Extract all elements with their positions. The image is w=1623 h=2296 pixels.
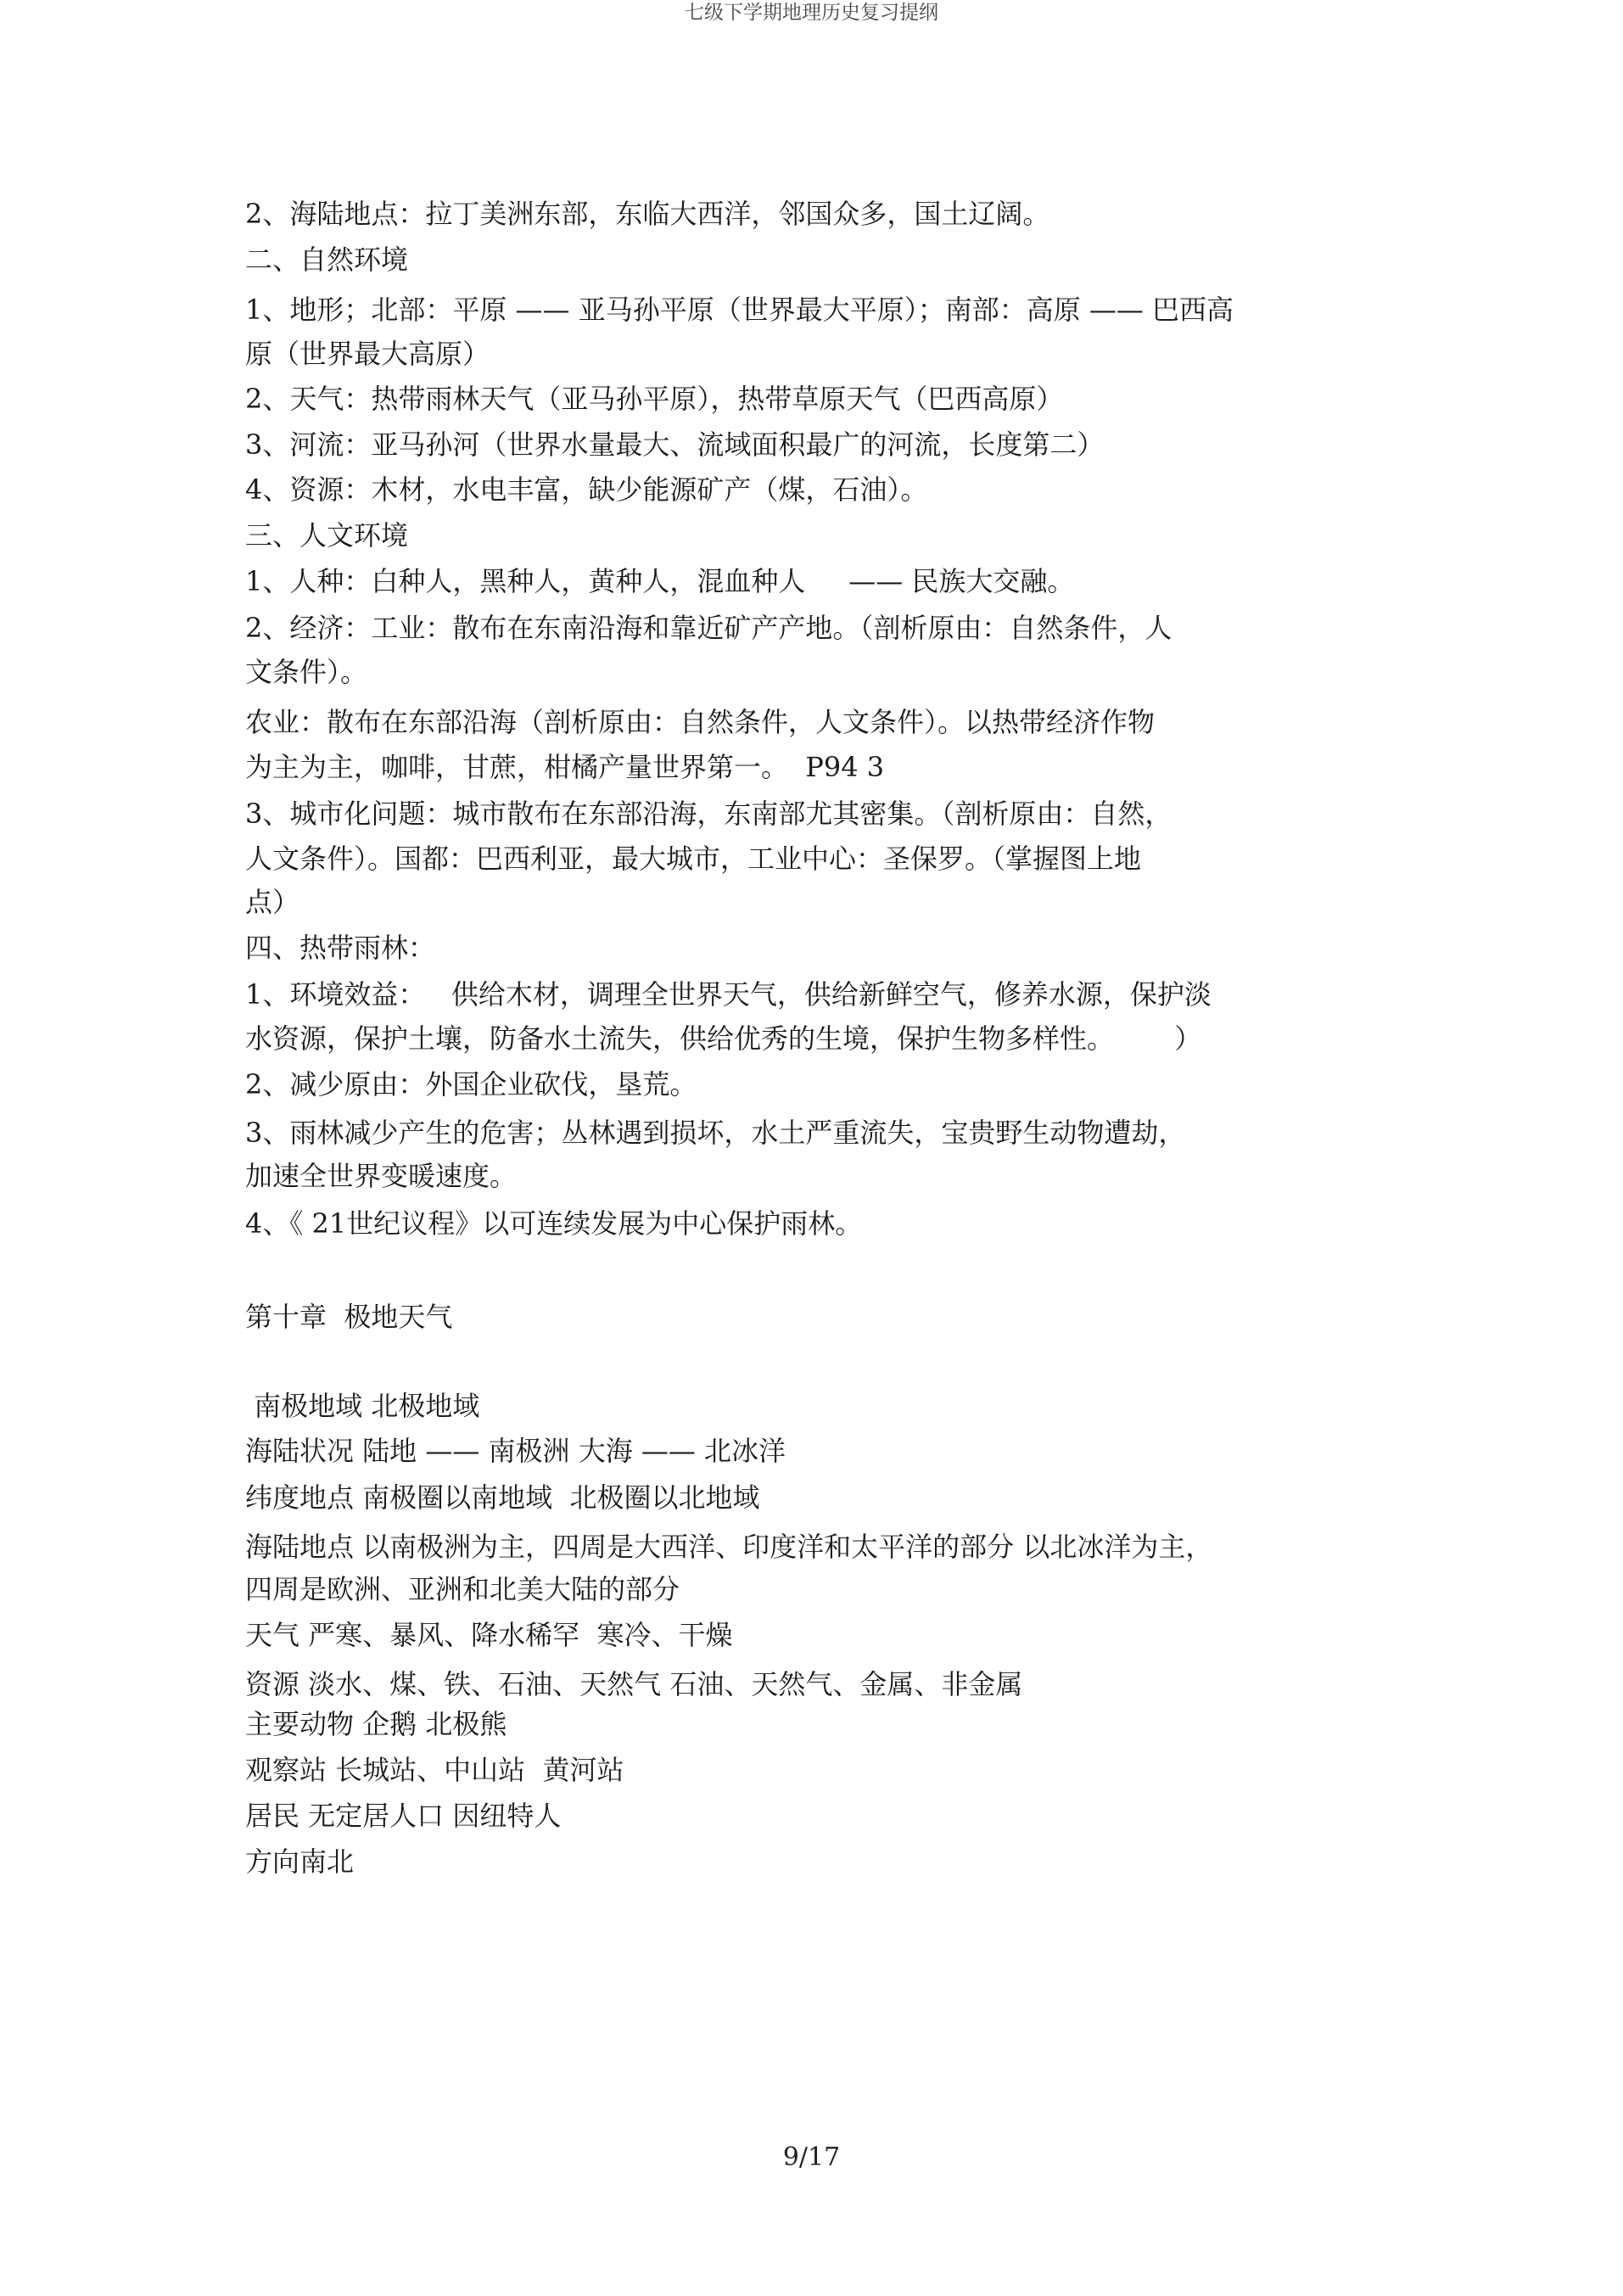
text-line: 原（世界最大高原） bbox=[245, 338, 490, 370]
text-line: 3、河流：亚马孙河（世界水量最大、流域面积最广的河流，长度第二） bbox=[245, 428, 1105, 461]
section-heading: 三、人文环境 bbox=[245, 519, 409, 552]
text-line: 天气 严寒、暴风、降水稀罕 寒冷、干燥 bbox=[245, 1619, 733, 1651]
text-line: 水资源，保护土壤，防备水土流失，供给优秀的生境，保护生物多样性。 ） bbox=[245, 1022, 1202, 1055]
chapter-heading: 第十章 极地天气 bbox=[245, 1301, 453, 1333]
text-line: 2、减少原由：外国企业砍伐，垦荒。 bbox=[245, 1068, 697, 1100]
document-header-title: 七级下学期地理历史复习提纲 bbox=[685, 2, 938, 24]
section-heading: 二、自然环境 bbox=[245, 244, 409, 276]
text-line: 2、经济：工业：散布在东南沿海和靠近矿产产地。（剖析原由：自然条件，人 bbox=[245, 612, 1172, 644]
text-line: 观察站 长城站、中山站 黄河站 bbox=[245, 1754, 624, 1786]
text-line: 2、天气：热带雨林天气（亚马孙平原），热带草原天气（巴西高原） bbox=[245, 383, 1064, 415]
page-number: 9/17 bbox=[782, 2142, 841, 2172]
text-line: 点） bbox=[245, 886, 300, 918]
text-line: 为主为主，咖啡，甘蔗，柑橘产量世界第一。 P94 3 bbox=[245, 751, 885, 783]
text-line: 4、《 21世纪议程》以可连续发展为中心保护雨林。 bbox=[245, 1207, 863, 1240]
text-line: 南极地域 北极地域 bbox=[245, 1390, 480, 1422]
text-line: 纬度地点 南极圈以南地域 北极圈以北地域 bbox=[245, 1481, 760, 1514]
text-line: 人文条件）。国都：巴西利亚，最大城市，工业中心：圣保罗。（掌握图上地 bbox=[245, 843, 1142, 875]
text-line: 资源 淡水、煤、铁、石油、天然气 石油、天然气、金属、非金属 bbox=[245, 1668, 1023, 1700]
text-line: 农业：散布在东部沿海（剖析原由：自然条件，人文条件）。以热带经济作物 bbox=[245, 706, 1156, 738]
text-line: 3、城市化问题：城市散布在东部沿海，东南部尤其密集。（剖析原由：自然， bbox=[245, 798, 1172, 830]
text-line: 4、资源：木材，水电丰富，缺少能源矿产（煤，石油）。 bbox=[245, 473, 928, 506]
text-line: 主要动物 企鹅 北极熊 bbox=[245, 1708, 507, 1740]
text-line: 海陆状况 陆地 —— 南极洲 大海 —— 北冰洋 bbox=[245, 1435, 786, 1467]
text-line: 文条件）。 bbox=[245, 656, 368, 688]
text-line: 居民 无定居人口 因纽特人 bbox=[245, 1800, 562, 1832]
text-line: 3、雨林减少产生的危害；丛林遇到损坏，水土严重流失，宝贵野生动物遭劫， bbox=[245, 1117, 1186, 1149]
text-line: 1、地形；北部：平原 —— 亚马孙平原（世界最大平原）；南部：高原 —— 巴西高 bbox=[245, 294, 1234, 326]
text-line: 加速全世界变暖速度。 bbox=[245, 1160, 518, 1192]
section-heading: 四、热带雨林： bbox=[245, 932, 436, 964]
text-line: 1、人种：白种人，黑种人，黄种人，混血种人 —— 民族大交融。 bbox=[245, 565, 1075, 597]
text-line: 方向南北 bbox=[245, 1845, 355, 1878]
text-line: 海陆地点 以南极洲为主，四周是大西洋、印度洋和太平洋的部分 以北冰洋为主， bbox=[245, 1531, 1213, 1563]
text-line: 四周是欧洲、亚洲和北美大陆的部分 bbox=[245, 1573, 680, 1605]
text-line: 2、海陆地点：拉丁美洲东部，东临大西洋，邻国众多，国土辽阔。 bbox=[245, 198, 1050, 230]
text-line: 1、环境效益： 供给木材，调理全世界天气，供给新鲜空气，修养水源，保护淡 bbox=[245, 978, 1212, 1011]
